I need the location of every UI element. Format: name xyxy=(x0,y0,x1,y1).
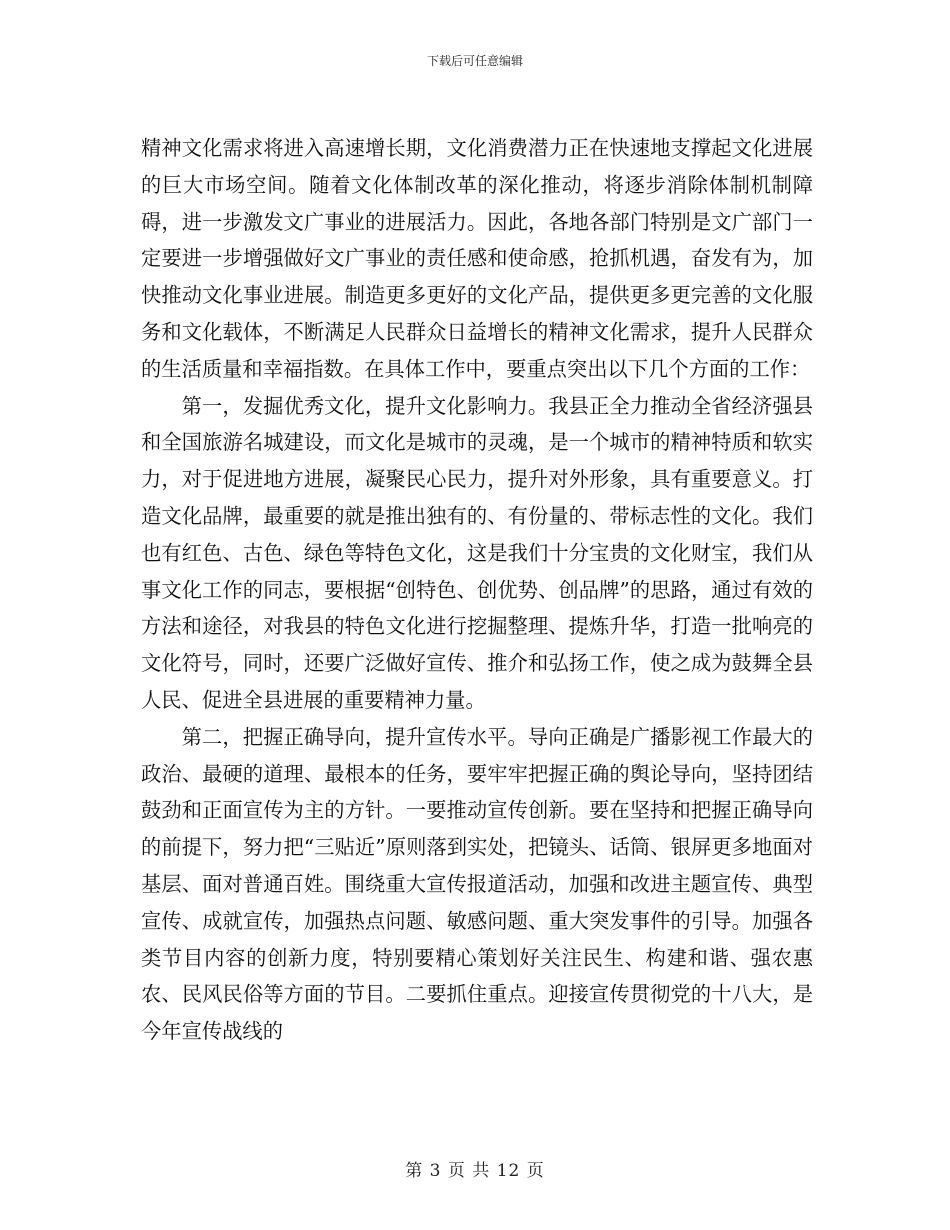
paragraph-3: 第二，把握正确导向，提升宣传水平。导向正确是广播影视工作最大的政治、最硬的道理、最根本的任务，要牢牢把握正确的舆论导向，坚持团结鼓劲和正面宣传为主的方针。一要推动宣传创新。要在坚持和把握正确导向的前提下，努力把“三贴近”原则落到实处，把镜头、话筒、银屏更多地面对基层、面对普通百姓。围绕重大宣传报道活动，加强和改进主题宣传、典型宣传、成就宣传，加强热点问题、敏感问题、重大突发事件的引导。加强各类节目内容的创新力度，特别要精心策划好关注民生、构建和谐、强农惠农、民风民俗等方面的节目。二要抓住重点。迎接宣传贯彻党的十八大，是今年宣传战线的 xyxy=(141,724,813,1044)
page-header: 下载后可任意编辑 xyxy=(426,54,523,68)
document-body xyxy=(141,130,813,1050)
page-number-footer: 第 3 页 共 12 页 xyxy=(405,1161,545,1181)
paragraph-1: 精神文化需求将进入高速增长期，文化消费潜力正在快速地支撑起文化进展的巨大市场空间。随着文化体制改革的深化推动，将逐步消除体制机制障碍，进一步激发文广事业的进展活力。因此，各地各部门特别是文广部门一定要进一步增强做好文广事业的责任感和使命感，抢抓机遇，奋发有为，加快推动文化事业进展。制造更多更好的文化产品，提供更多更完善的文化服务和文化载体，不断满足人民群众日益增长的精神文化需求，提升人民群众的生活质量和幸福指数。在具体工作中，要重点突出以下几个方面的工作： xyxy=(141,136,813,381)
paragraph-2: 第一，发掘优秀文化，提升文化影响力。我县正全力推动全省经济强县和全国旅游名城建设，而文化是城市的灵魂，是一个城市的精神特质和软实力，对于促进地方进展，凝聚民心民力，提升对外形象，具有重要意义。打造文化品牌，最重要的就是推出独有的、有份量的、带标志性的文化。我们也有红色、古色、绿色等特色文化，这是我们十分宝贵的文化财宝，我们从事文化工作的同志，要根据“创特色、创优势、创品牌”的思路，通过有效的方法和途径，对我县的特色文化进行挖掘整理、提炼升华，打造一批响亮的文化符号，同时，还要广泛做好宣传、推介和弘扬工作，使之成为鼓舞全县人民、促进全县进展的重要精神力量。 xyxy=(141,393,813,712)
